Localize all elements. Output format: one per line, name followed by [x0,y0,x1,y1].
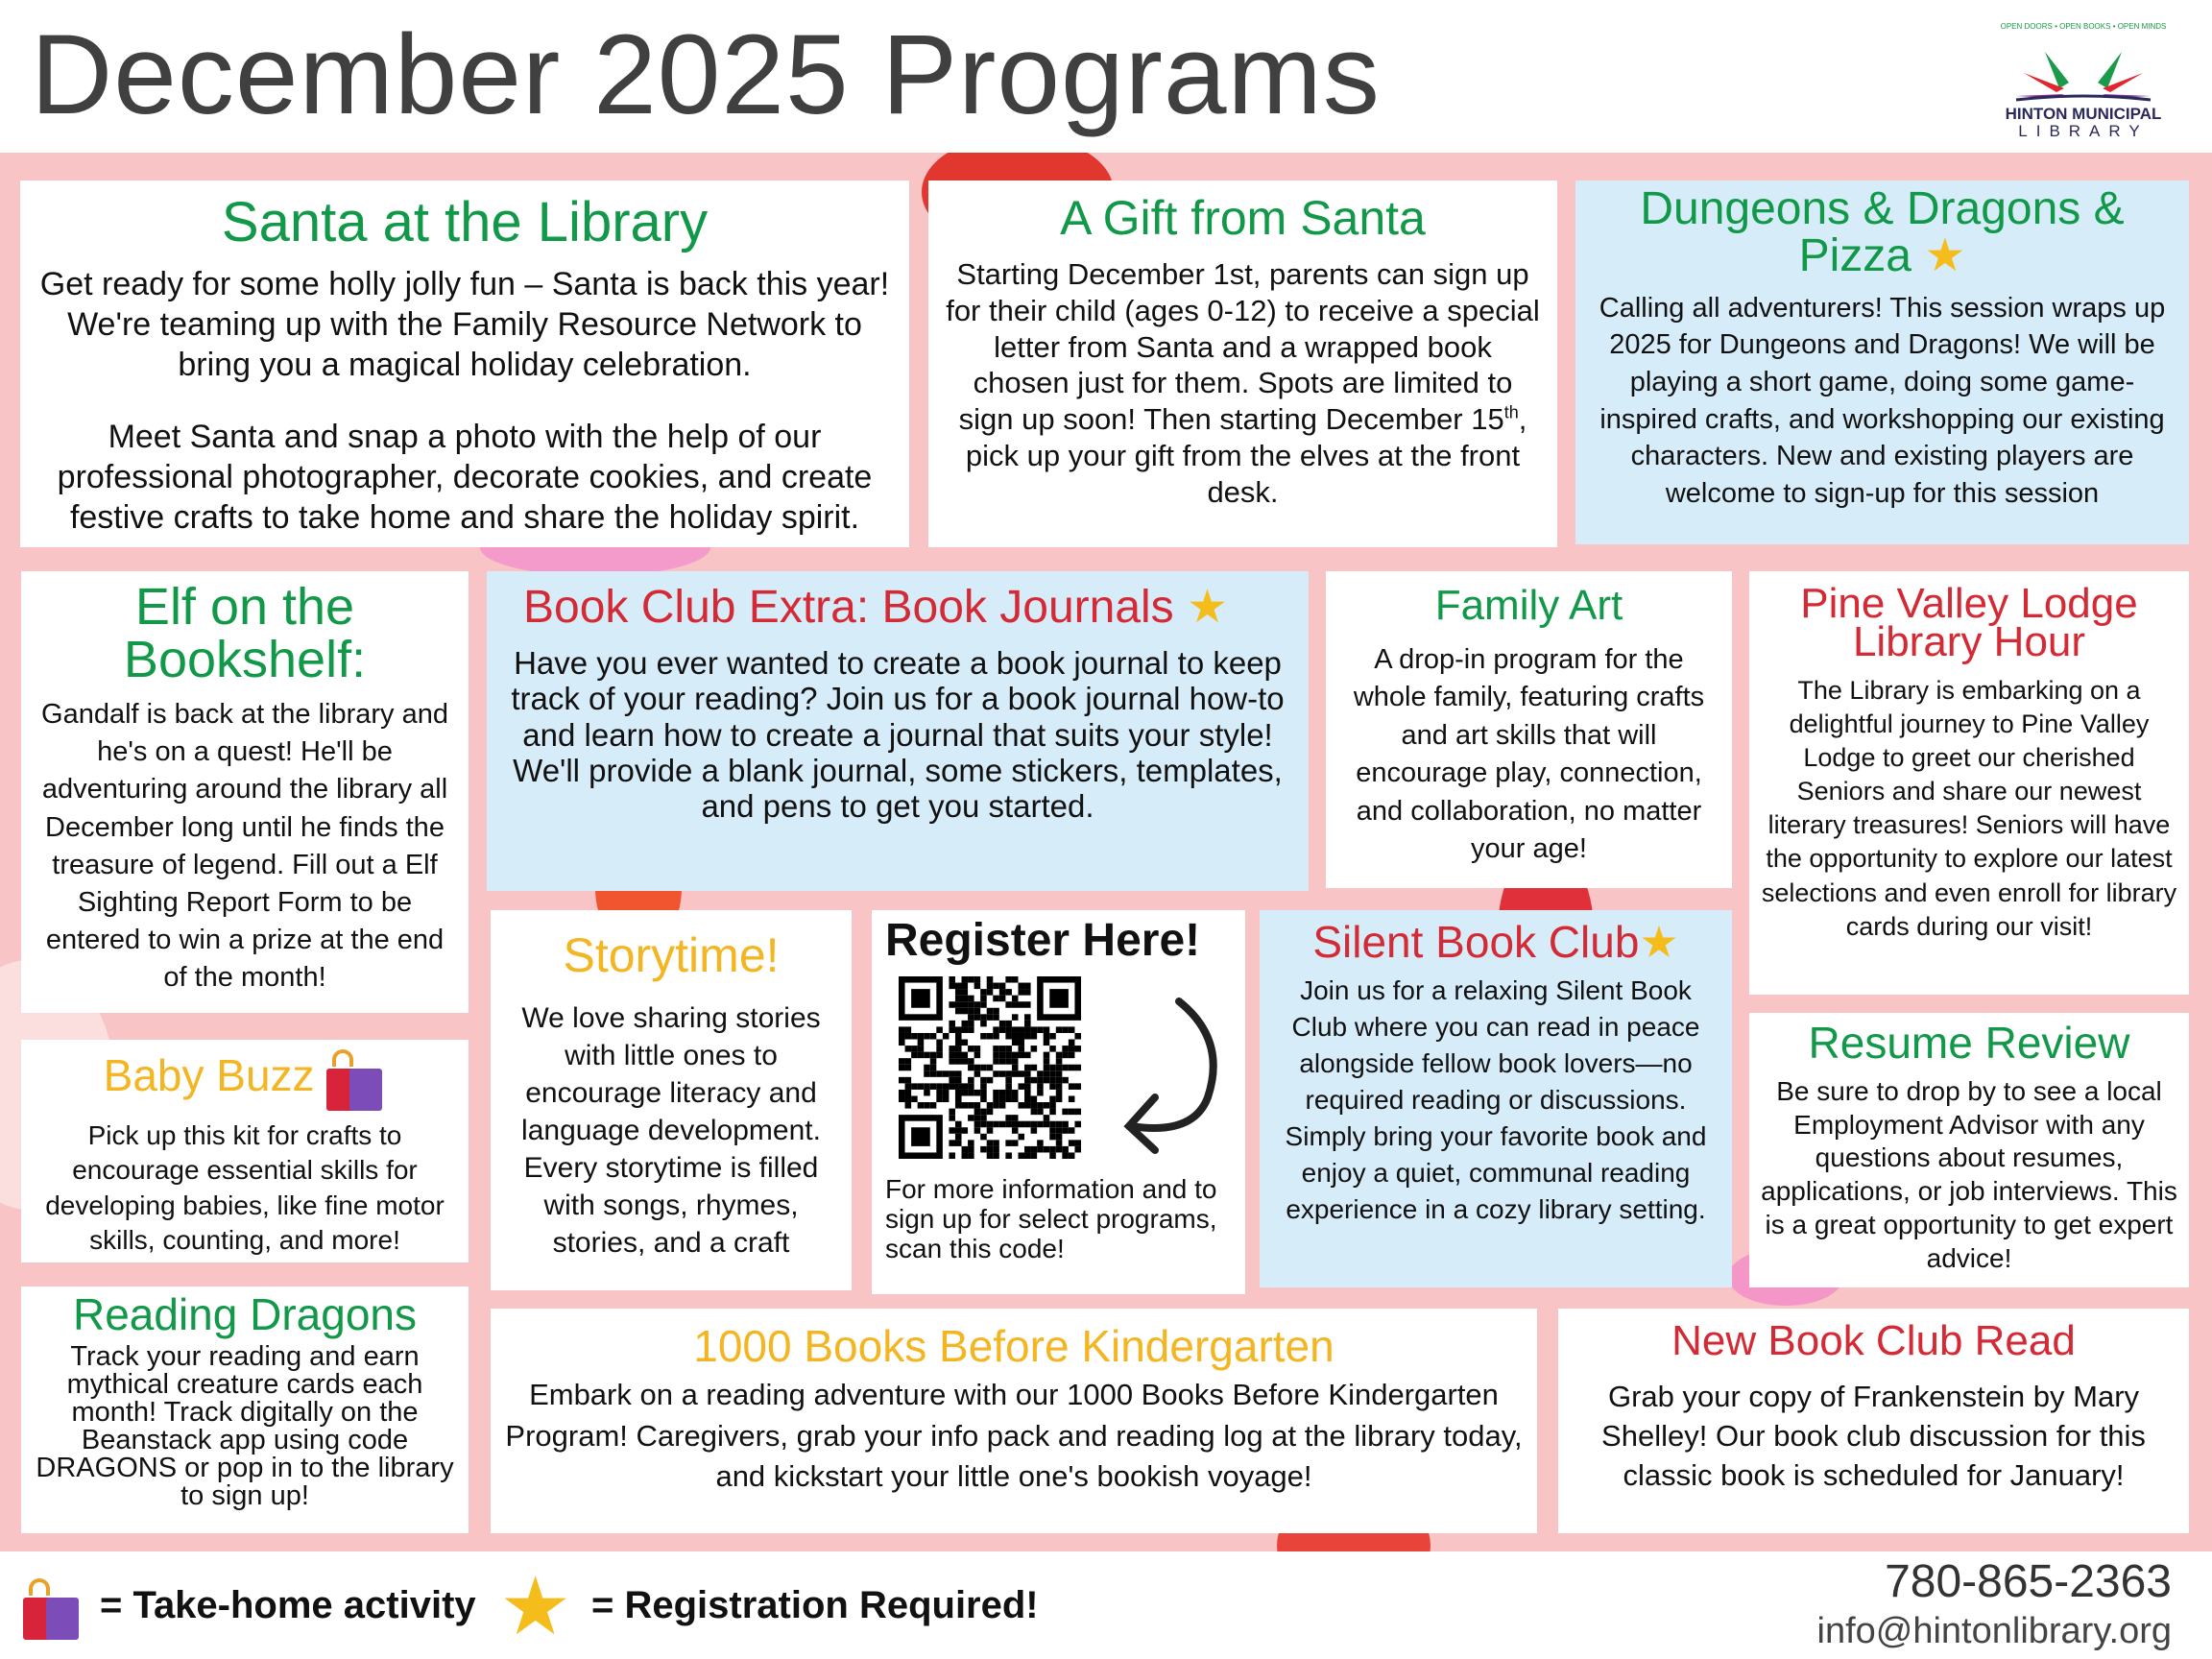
program-text: We love sharing stories with little ones to encourage literacy and language development. Every storytime is filled with songs, rhymes, stories, and a craft [521,1002,821,1259]
shopping-bags-icon [23,1576,83,1640]
program-gift [928,180,1557,547]
email-address[interactable]: info@hintonlibrary.org [1816,1611,2172,1651]
program-baby-buzz [21,1040,469,1262]
legend-takehome: = Take-home activity [100,1584,476,1626]
program-title: Resume Review [1808,1018,2130,1068]
star-icon: ★ [1187,582,1229,633]
legend-registration: = Registration Required! [591,1584,1039,1626]
program-text: Join us for a relaxing Silent Book Club where you can read in peace alongside fellow book lovers—no required reading or discussions. Simply bring your favorite book and enjoy a quiet, communal reading experience in a cozy library setting. [1285,974,1707,1225]
star-icon: ★ [499,1561,572,1651]
program-text: Calling all adventurers! This session wraps up 2025 for Dungeons and Dragons! We will be playing a short game, doing some game-inspired crafts, and workshopping our existing characters. New and existing players are welcome to sign-up for this session [1599,292,2166,509]
qr-code[interactable] [899,976,1081,1159]
program-1000-books [491,1309,1537,1533]
program-title: Baby Buzz [103,1050,315,1101]
program-text: A drop-in program for the whole family, featuring crafts and art skills that will encourage play, connection, and collaboration, no matter your age! [1353,643,1705,865]
program-title: Silent Book Club [1312,917,1640,967]
register-text: For more information and to sign up for select programs, scan this code! [885,1173,1217,1263]
program-title: Elf on the Bookshelf: [123,578,367,689]
shopping-bags-icon [326,1047,386,1111]
phone-number: 780-865-2363 [1885,1556,2172,1607]
header [0,0,2212,153]
svg-text:OPEN DOORS • OPEN BOOKS • OPEN: OPEN DOORS • OPEN BOOKS • OPEN MINDS [2000,22,2167,31]
register-qr-panel [872,910,1245,1294]
library-logo [1987,13,2179,138]
program-text: The Library is embarking on a delightful journey to Pine Valley Lodge to greet our cherished Seniors and share our newest literary treasures! Seniors will have the opportunity to explore our latest selections and even enroll for library cards during our visit! [1761,675,2177,941]
program-pine-valley [1749,571,2189,995]
program-text: Grab your copy of Frankenstein by Mary Shelley! Our book club discussion for this classic book is scheduled for January! [1601,1379,2146,1493]
program-new-book-club-read [1558,1309,2189,1533]
program-text: Embark on a reading adventure with our 1000 Books Before Kindergarten Program! Caregivers, grab your info pack and reading log at the library today, and kickstart your little one's bookish voyage! [505,1377,1523,1494]
program-text: Meet Santa and snap a photo with the help of our professional photographer, decorate cookies, and create festive crafts to take home and share the holiday spirit. [57,418,873,536]
program-text: Gandalf is back at the library and he's on a quest! He'll be adventuring around the library all December long until he finds the treasure of legend. Fill out a Elf Sighting Report Form to be entered to win a prize at the end of the month! [41,699,448,994]
program-book-journals [487,571,1309,891]
program-resume-review [1749,1013,2189,1287]
program-text: Pick up this kit for crafts to encourage essential skills for developing babies, like fine motor skills, counting, and more! [45,1120,445,1256]
svg-text:LIBRARY: LIBRARY [2018,122,2149,138]
program-text: Starting December 1st, parents can sign up for their child (ages 0-12) to receive a special letter from Santa and a wrapped book chosen just for them. Spots are limited to sign up soon! Then starting December 15th, pick up your gift from the elves at the front desk. [946,257,1540,509]
star-icon: ★ [1639,917,1679,967]
program-text: Track your reading and earn mythical creature cards each month! Track digitally on the Beanstack app using code DRAGONS or pop in to the library to sign up! [36,1340,454,1511]
svg-text:HINTON MUNICIPAL: HINTON MUNICIPAL [2005,105,2162,123]
program-text: Get ready for some holly jolly fun – Santa is back this year! We're teaming up with the Family Resource Network to bring you a magical holiday celebration. [39,266,890,384]
program-elf [21,571,469,1013]
program-title: Reading Dragons [72,1289,417,1339]
program-title: New Book Club Read [1671,1317,2076,1364]
register-title: Register Here! [885,915,1201,966]
program-title: Book Club Extra: Book Journals [523,582,1174,633]
program-title: Family Art [1434,582,1623,629]
program-text: Be sure to drop by to see a local Employment Advisor with any questions about resumes, applications, or job interviews. This is a great opportunity to get expert advice! [1761,1075,2177,1273]
curved-arrow-icon [1112,992,1227,1165]
program-family-art [1326,571,1732,888]
program-text: Have you ever wanted to create a book journal to keep track of your reading? Join us for a book journal how-to and learn how to create a journal that suits your style! We'll provide a blank journal, some stickers, templates, and pens to get you started. [511,644,1285,825]
program-title: Storytime! [563,928,780,982]
program-title: Santa at the Library [221,191,709,253]
page-title: December 2025 Programs [31,12,1381,138]
footer [0,1551,2212,1659]
program-title: Pine Valley Lodge Library Hour [1800,580,2138,666]
star-icon: ★ [1924,229,1966,281]
program-storytime [491,910,852,1290]
program-reading-dragons [21,1286,469,1533]
program-title: Dungeons & Dragons & Pizza [1640,183,2125,281]
program-title: A Gift from Santa [1060,191,1426,245]
program-dnd [1575,180,2189,544]
program-silent-book-club [1260,910,1732,1287]
program-santa [20,180,909,547]
program-title: 1000 Books Before Kindergarten [693,1321,1334,1371]
